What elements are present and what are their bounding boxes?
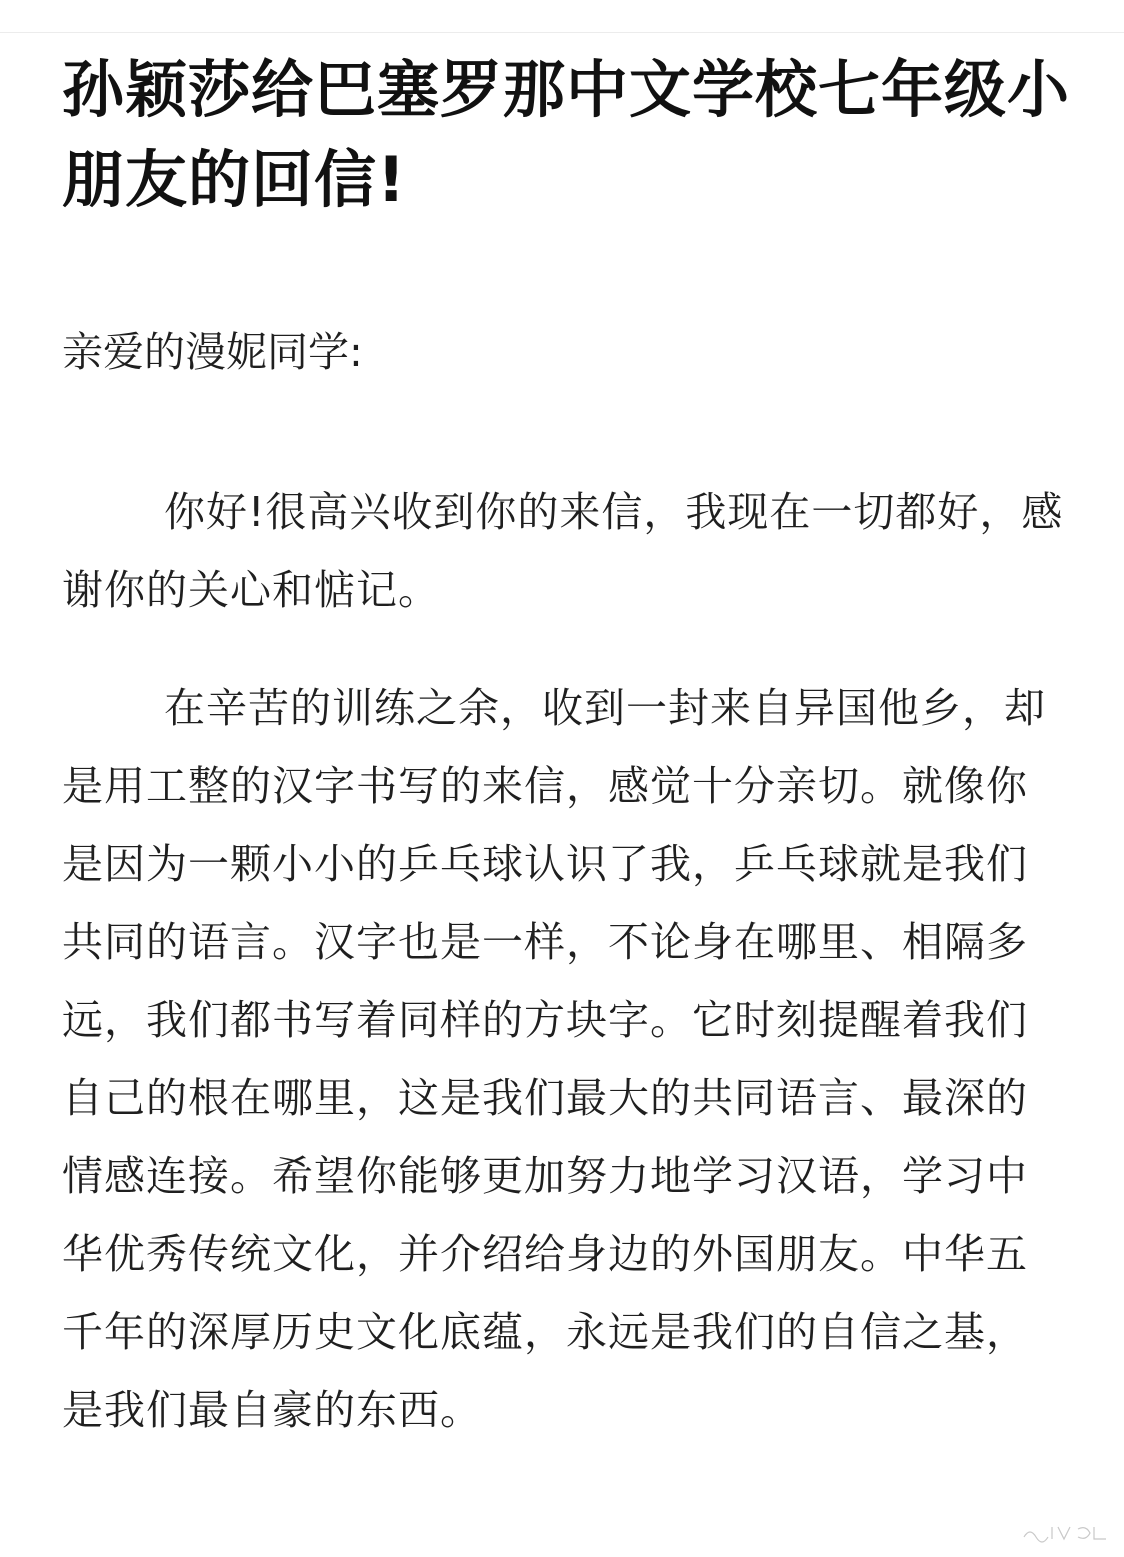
letter-salutation: 亲爱的漫妮同学: — [62, 328, 363, 376]
article-title: 孙颖莎给巴塞罗那中文学校七年级小朋友的回信! — [62, 53, 1071, 216]
article-body — [62, 45, 1072, 1434]
letter-paragraph-2: 在辛苦的训练之余，收到一封来自异国他乡，却是用工整的汉字书写的来信，感觉十分亲切。就像你是因为一颗小小的乒乓球认识了我，乒乓球就是我们共同的语言。汉字也是一样，不论身在哪里、相隔多远，我们都书写着同样的方块字。它时刻提醒着我们自己的根在哪里，这是我们最大的共同语言、最深的情感连接。希望你能够更加努力地学习汉语，学习中华优秀传统文化，并介绍给身边的外国朋友。中华五千年的深厚历史文化底蕴，永远是我们的自信之基，是我们最自豪的东西。 — [62, 684, 1046, 1434]
top-divider — [0, 32, 1124, 33]
letter-paragraph-1: 你好!很高兴收到你的来信，我现在一切都好，感谢你的关心和惦记。 — [62, 488, 1064, 614]
watermark-icon — [1020, 1521, 1110, 1543]
